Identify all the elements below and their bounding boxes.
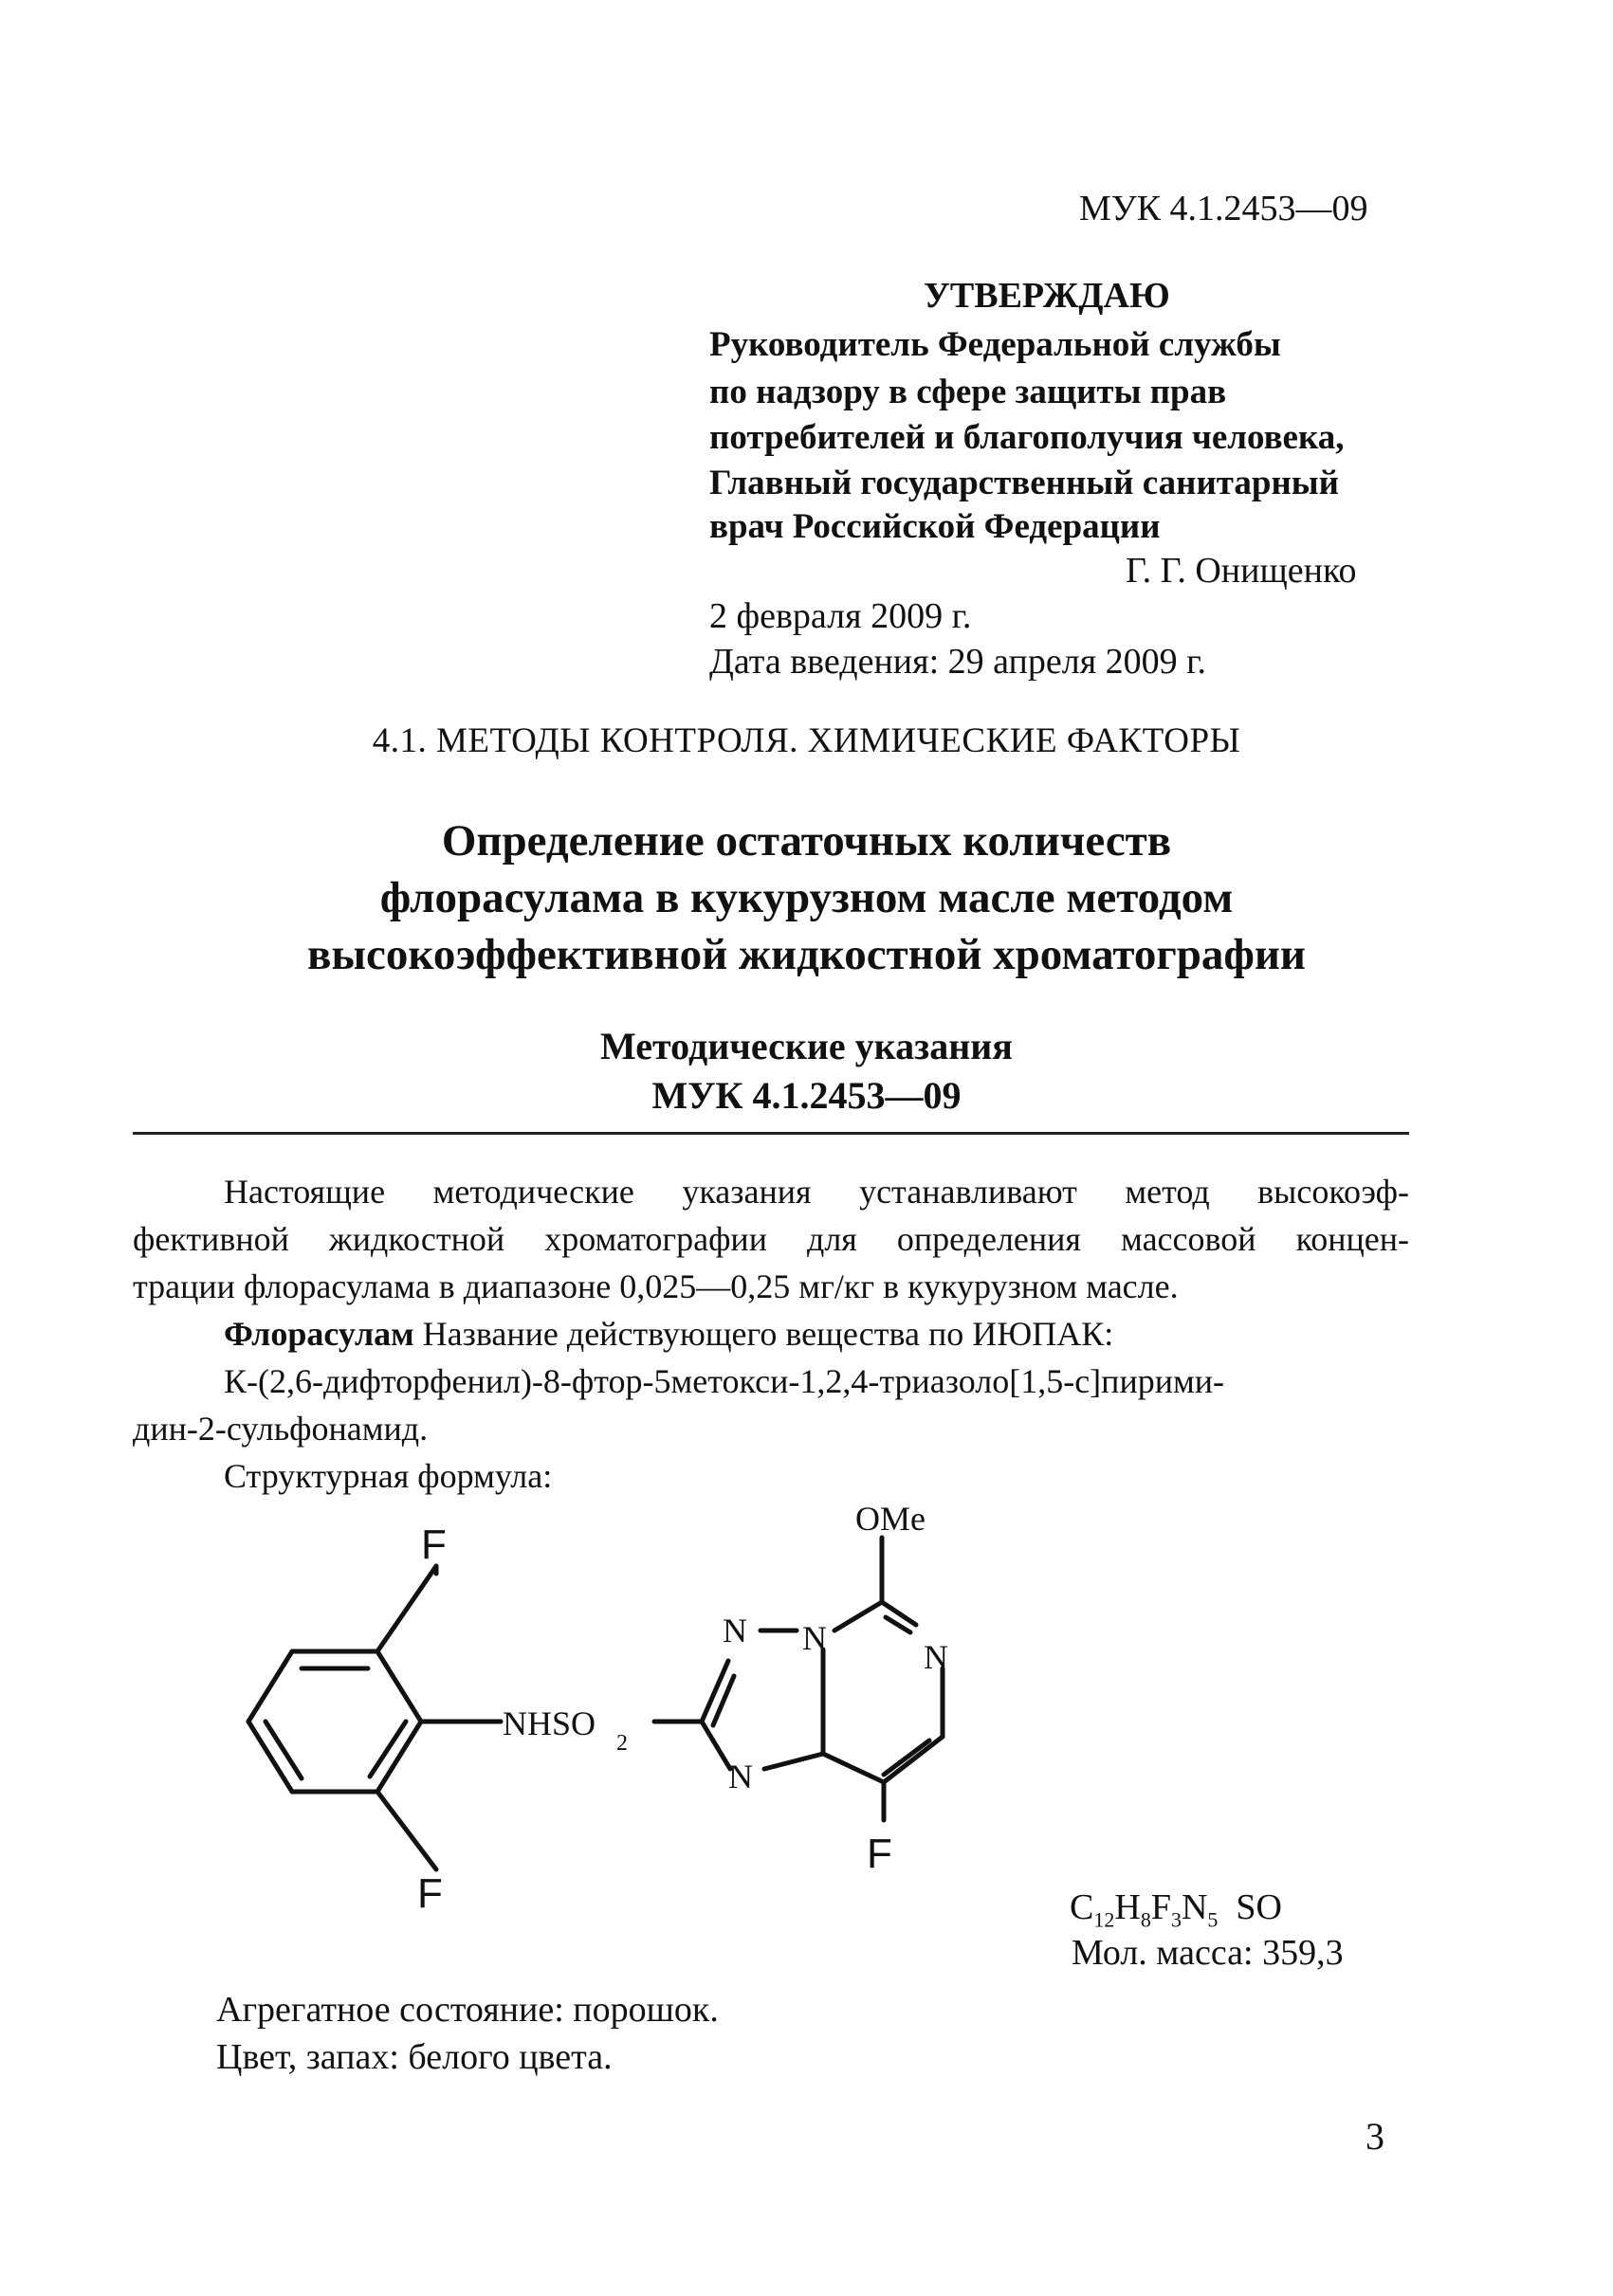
- signer-name: Г. Г. Онищенко: [1126, 551, 1357, 591]
- pyrimidine-bond: [834, 1602, 882, 1631]
- triazole-bond: [702, 1661, 728, 1722]
- sulfonamide-subscript: 2: [616, 1731, 628, 1756]
- section-heading: 4.1. МЕТОДЫ КОНТРОЛЯ. ХИМИЧЕСКИЕ ФАКТОРЫ: [372, 721, 1241, 760]
- molecular-formula: [1070, 1886, 1282, 1933]
- intro-paragraph-line: Настоящие методические указания устанавливают метод высокоэф-: [224, 1173, 1409, 1211]
- formula-count: 8: [1140, 1907, 1151, 1932]
- sulfonamide-label: NHSO: [503, 1704, 596, 1742]
- subtitle-code: МУК 4.1.2453—09: [651, 1074, 962, 1117]
- fluorine-label: F: [421, 1522, 447, 1568]
- intro-paragraph-line: фективной жидкостной хроматографии для определения массовой концен-: [133, 1220, 1409, 1258]
- approval-date: 2 февраля 2009 г.: [709, 596, 972, 636]
- color-odor: Цвет, запах: белого цвета.: [216, 2037, 613, 2077]
- introduction-date: Дата введения: 29 апреля 2009 г.: [709, 642, 1206, 682]
- formula-element: H: [1114, 1887, 1141, 1927]
- formula-element: C: [1070, 1887, 1094, 1927]
- aggregate-state: Агрегатное состояние: порошок.: [216, 1990, 719, 2030]
- pyrimidine-bond: [882, 1602, 916, 1625]
- triazole-bond: [764, 1754, 823, 1769]
- document-code: МУК 4.1.2453—09: [1079, 189, 1368, 228]
- approval-line: Руководитель Федеральной службы: [709, 325, 1281, 364]
- iupac-label: Название действующего вещества по ИЮПАК:: [422, 1315, 1114, 1353]
- nitrogen-label: N: [723, 1612, 747, 1649]
- ring-bond: [377, 1792, 436, 1869]
- double-bond: [266, 1722, 302, 1778]
- main-title-line: флорасулама в кукурузном масле методом: [379, 873, 1234, 922]
- iupac-name-line: дин-2-сульфонамид.: [133, 1410, 429, 1448]
- triazole-bond: [702, 1722, 730, 1769]
- page-number: 3: [1366, 2115, 1384, 2158]
- formula-count: 3: [1170, 1907, 1182, 1932]
- main-title-line: Определение остаточных количеств: [441, 816, 1172, 866]
- formula-element: N: [1181, 1887, 1208, 1927]
- ring-bond: [248, 1651, 292, 1722]
- pyrimidine-double-bond: [884, 1740, 929, 1775]
- structure-label: Структурная формула:: [224, 1457, 553, 1495]
- formula-count: 5: [1207, 1907, 1219, 1932]
- intro-paragraph-line: трации флорасулама в диапазоне 0,025—0,25 мг/кг в кукурузном масле.: [133, 1267, 1179, 1305]
- approval-title: УТВЕРЖДАЮ: [924, 276, 1170, 316]
- formula-element: SO: [1236, 1887, 1282, 1927]
- approval-line: потребителей и благополучия человека,: [709, 418, 1345, 457]
- approval-line: Главный государственный санитарный: [709, 464, 1339, 502]
- formula-element: F: [1150, 1887, 1171, 1927]
- methoxy-label: OMe: [855, 1500, 926, 1538]
- iupac-name-line: К-(2,6-дифторфенил)-8-фтор-5метокси-1,2,4-триазоло[1,5-с]пирими-: [224, 1362, 1225, 1400]
- fluorine-label: F: [417, 1870, 443, 1917]
- formula-count: 12: [1093, 1907, 1115, 1932]
- molar-mass: Мол. масса: 359,3: [1072, 1933, 1344, 1973]
- approval-line: врач Российской Федерации: [709, 507, 1161, 546]
- double-bond: [370, 1722, 406, 1777]
- fluorine-label: F: [867, 1831, 892, 1877]
- pyrimidine-bond: [823, 1754, 884, 1782]
- substance-name: Флорасулам: [224, 1315, 414, 1353]
- subtitle: Методические указания: [600, 1025, 1013, 1067]
- nitrogen-label: N: [728, 1758, 753, 1795]
- pyrimidine-bond: [884, 1737, 943, 1782]
- approval-line: по надзору в сфере защиты прав: [709, 373, 1227, 411]
- nitrogen-label: N: [924, 1638, 948, 1676]
- ring-bond: [377, 1566, 436, 1651]
- main-title-line: высокоэффективной жидкостной хроматографии: [306, 930, 1307, 979]
- ring-bond: [377, 1651, 421, 1722]
- nitrogen-label: N: [802, 1619, 827, 1657]
